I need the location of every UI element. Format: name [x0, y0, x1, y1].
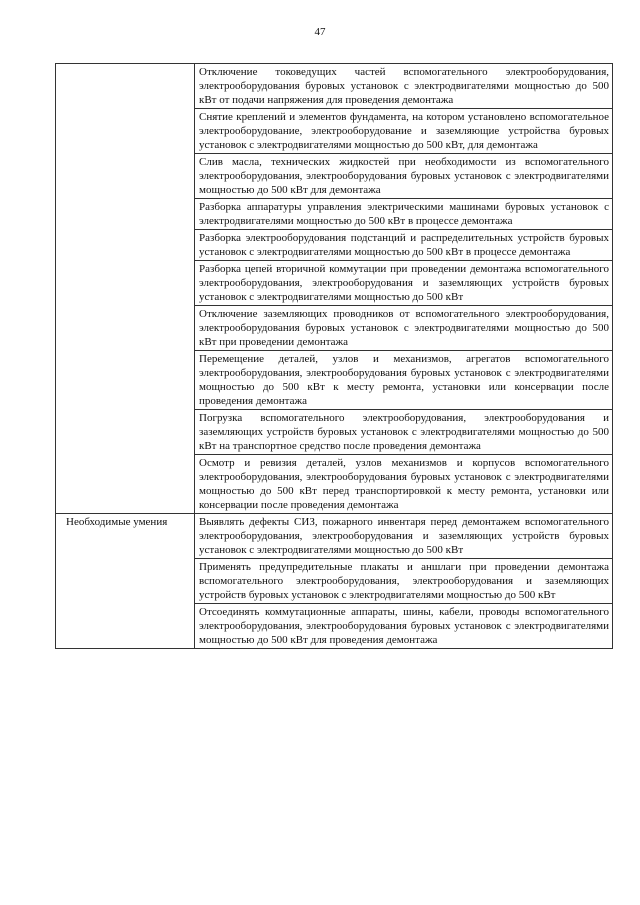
labor-action-cell: Разборка цепей вторичной коммутации при проведении демонтажа вспомогательного электрооборудования, электрооборудования и заземляющих устройств буровых установок с электродвигателями мощностью до 500 кВт	[195, 261, 613, 306]
labor-action-cell: Погрузка вспомогательного электрооборудования, электрооборудования и заземляющих устройств буровых установок с электродвигателями мощностью до 500 кВт на транспортное средство после проведения демонтажа	[195, 410, 613, 455]
skill-cell: Отсоединять коммутационные аппараты, шины, кабели, проводы вспомогательного электрооборудования, электрооборудования буровых установок с электродвигателями мощностью до 500 кВт для проведения демонтажа	[195, 604, 613, 649]
table-row	[56, 64, 613, 109]
labor-action-cell: Разборка электрооборудования подстанций и распределительных устройств буровых установок с электродвигателями мощностью до 500 кВт в процессе демонтажа	[195, 230, 613, 261]
labor-action-cell: Перемещение деталей, узлов и механизмов, агрегатов вспомогательного электрооборудования, электрооборудования буровых установок с электродвигателями мощностью до 500 кВт к месту ремонта, установки или консервации после проведения демонтажа	[195, 351, 613, 410]
skill-cell: Применять предупредительные плакаты и аншлаги при проведении демонтажа вспомогательного электрооборудования, электрооборудования и заземляющих устройств буровых установок с электродвигателями мощностью до 500 кВт	[195, 559, 613, 604]
page-number: 47	[314, 26, 326, 38]
row-label-cell	[56, 514, 195, 649]
labor-action-cell: Разборка аппаратуры управления электрическими машинами буровых установок с электродвигателями мощностью до 500 кВт в процессе демонтажа	[195, 199, 613, 230]
functions-table	[55, 63, 613, 649]
labor-action-cell: Отключение токоведущих частей вспомогательного электрооборудования, электрооборудования буровых установок с электродвигателями мощностью до 500 кВт от подачи напряжения для проведения демонтажа	[195, 64, 613, 109]
skill-cell: Выявлять дефекты СИЗ, пожарного инвентаря перед демонтажем вспомогательного электрооборудования, электрооборудования и заземляющих устройств буровых установок с электродвигателями мощностью до 500 кВт	[195, 514, 613, 559]
labor-action-cell: Осмотр и ревизия деталей, узлов механизмов и корпусов вспомогательного электрооборудования, электрооборудования буровых установок с электродвигателями мощностью до 500 кВт перед транспортировкой к месту ремонта, установки или консервации после проведения демонтажа	[195, 455, 613, 514]
row-label-skills: Необходимые умения	[66, 516, 168, 528]
labor-action-cell: Отключение заземляющих проводников от вспомогательного электрооборудования, электрооборудования буровых установок с электродвигателями мощностью до 500 кВт при проведении демонтажа	[195, 306, 613, 351]
labor-action-cell: Слив масла, технических жидкостей при необходимости из вспомогательного электрооборудования, электрооборудования буровых установок с электродвигателями мощностью до 500 кВт для демонтажа	[195, 154, 613, 199]
labor-action-cell: Снятие креплений и элементов фундамента, на котором установлено вспомогательное электрооборудование, электрооборудование и заземляющие устройства буровых установок с электродвигателями мощностью до 500 кВт, для демонтажа	[195, 109, 613, 154]
table-row	[56, 514, 613, 559]
row-label-cell	[56, 64, 195, 514]
